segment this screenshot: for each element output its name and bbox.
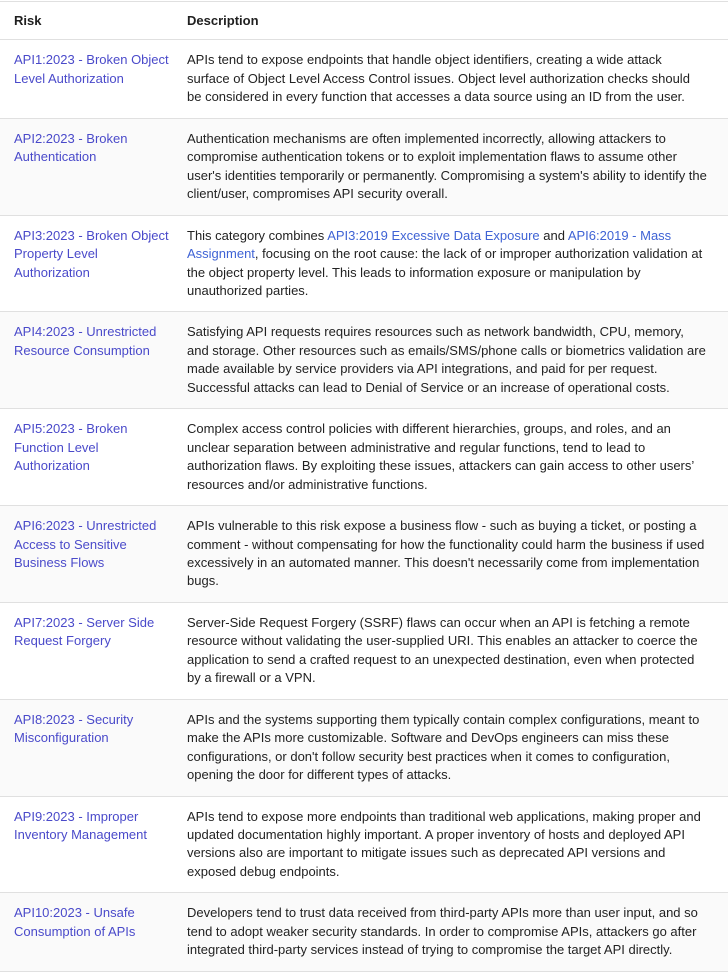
risk-link-api7-2023[interactable]: API7:2023 - Server Side Request Forgery [14, 614, 155, 649]
table-row [0, 215, 728, 312]
risk-link-api10-2023[interactable]: API10:2023 - Unsafe Consumption of APIs [14, 905, 136, 939]
description-text: Authentication mechanisms are often implemented incorrectly, allowing attackers to compromise authentication tokens or to exploit implementation flaws to assume other user's identities temporarily or permanently. Compromising a system's ability to identify the client/user, compromises API security overall. [187, 130, 707, 202]
table-row [0, 699, 728, 796]
risk-cell [0, 118, 173, 215]
description-text: APIs tend to expose endpoints that handle object identifiers, creating a wide attack surface of Object Level Access Control issues. Object level authorization checks should be considered in every function that accesses a data source using an ID from the user. [187, 52, 690, 105]
risk-link-api6-2023[interactable]: API6:2023 - Unrestricted Access to Sensitive Business Flows [14, 518, 157, 570]
description-text: This category combines [187, 227, 328, 243]
description-text: Developers tend to trust data received from third-party APIs more than user input, and so tend to adopt weaker security standards. In order to compromise APIs, attackers go after integrated third-party services instead of trying to compromise the target API directly. [187, 905, 698, 958]
table-row [0, 506, 728, 603]
table-row [0, 312, 728, 409]
table-row [0, 409, 728, 506]
header-row [0, 2, 728, 40]
description-cell [173, 40, 728, 118]
description-cell [173, 699, 728, 796]
description-cell [173, 312, 728, 409]
description-cell [173, 118, 728, 215]
table-body [0, 40, 728, 971]
risk-link-api1-2023[interactable]: API1:2023 - Broken Object Level Authorization [14, 52, 169, 86]
risk-cell [0, 506, 173, 603]
column-header-description: Description [187, 13, 259, 28]
description-cell [173, 796, 728, 893]
table-row [0, 796, 728, 893]
risk-link-api8-2023[interactable]: API8:2023 - Security Misconfiguration [14, 711, 134, 746]
table-row [0, 602, 728, 699]
risk-link-api3-2023[interactable]: API3:2023 - Broken Object Property Level Authorization [14, 227, 169, 280]
risk-cell [0, 602, 173, 699]
column-header-risk: Risk [14, 13, 42, 28]
table-row [0, 40, 728, 118]
risk-cell [0, 215, 173, 312]
risk-link-api4-2023[interactable]: API4:2023 - Unrestricted Resource Consumption [14, 324, 157, 358]
table-row [0, 893, 728, 971]
description-text: Satisfying API requests requires resources such as network bandwidth, CPU, memory, and storage. Other resources such as emails/SMS/phone calls or biometrics validation are made available by service providers via API integrations, and paid for per request. Successful attacks can lead to Denial of Service or an increase of operational costs. [187, 324, 706, 395]
description-text: APIs vulnerable to this risk expose a business flow - such as buying a ticket, or posting a comment - without compensating for how the functionality could harm the business if used excessively in an automated manner. This doesn't necessarily come from implementation bugs. [187, 518, 705, 589]
description-cell [173, 893, 728, 971]
table-header [0, 2, 728, 40]
risk-link-api5-2023[interactable]: API5:2023 - Broken Function Level Authorization [14, 421, 128, 474]
description-text: and [539, 227, 568, 243]
description-cell [173, 602, 728, 699]
description-cell [173, 506, 728, 603]
description-cell [173, 215, 728, 312]
description-cell [173, 409, 728, 506]
table-row [0, 118, 728, 215]
risk-link-api9-2023[interactable]: API9:2023 - Improper Inventory Management [14, 808, 147, 842]
risk-table [0, 1, 728, 972]
risk-cell [0, 893, 173, 971]
risk-cell [0, 312, 173, 409]
risk-link-api2-2023[interactable]: API2:2023 - Broken Authentication [14, 130, 128, 165]
description-text: Complex access control policies with different hierarchies, groups, and roles, and an unclear separation between administrative and regular functions, tend to lead to authorization flaws. By exploiting these issues, attackers can gain access to other users’ resources and/or administrative functions. [187, 421, 694, 492]
inline-link-api6-2019-mass-assignment[interactable]: API6:2019 - Mass Assignment [187, 227, 672, 262]
risk-cell [0, 699, 173, 796]
description-text: APIs and the systems supporting them typically contain complex configurations, meant to make the APIs more customizable. Software and DevOps engineers can miss these configurations, or don't follow security best practices when it comes to configuration, opening the door for different types of attacks. [187, 711, 700, 783]
description-text: APIs tend to expose more endpoints than traditional web applications, making proper and updated documentation highly important. A proper inventory of hosts and deployed API versions also are important to mitigate issues such as deprecated API versions and exposed debug endpoints. [187, 808, 701, 879]
description-text: , focusing on the root cause: the lack of or improper authorization validation at the object property level. This leads to information exposure or manipulation by unauthorized parties. [187, 246, 703, 298]
risk-cell [0, 409, 173, 506]
description-text: Server-Side Request Forgery (SSRF) flaws can occur when an API is fetching a remote resource without validating the user-supplied URI. This enables an attacker to coerce the application to send a crafted request to an unexpected destination, even when protected by a firewall or a VPN. [187, 614, 698, 686]
inline-link-api3-2019-excessive-data-exposure[interactable]: API3:2019 Excessive Data Exposure [327, 227, 540, 243]
risk-cell [0, 40, 173, 118]
risk-cell [0, 796, 173, 893]
